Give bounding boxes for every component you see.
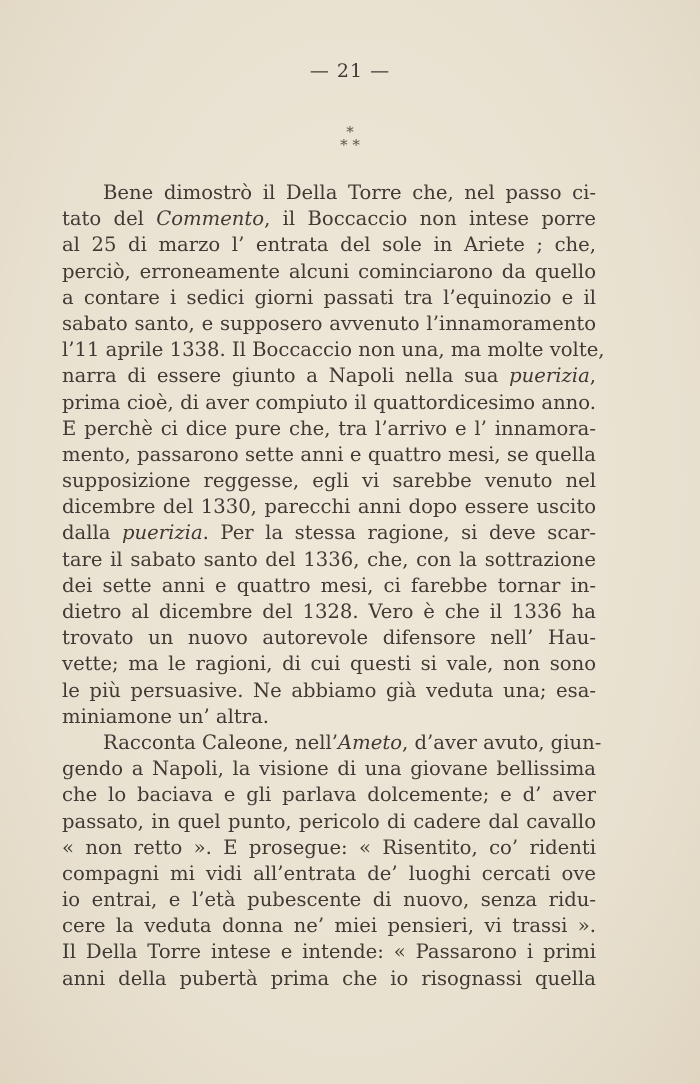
- text-segment: dei sette anni e quattro mesi, ci farebbe tornar in-: [62, 573, 596, 597]
- text-line: [62, 966, 596, 992]
- text-segment: io entrai, e l’età pubescente di nuovo, senza ridu-: [62, 888, 596, 912]
- text-segment: mento, passarono sette anni e quattro mesi, se quella: [62, 442, 596, 466]
- text-line: [62, 232, 596, 258]
- italic-segment: Commento: [156, 207, 265, 231]
- text-line: [62, 861, 596, 887]
- text-segment: narra di essere giunto a Napoli nella sua: [62, 364, 510, 388]
- asterism-top: *: [346, 123, 354, 141]
- text-segment: E perchè ci dice pure che, tra l’arrivo e l’ innamora-: [62, 416, 596, 440]
- text-segment: sabato santo, e supposero avvenuto l’innamoramento: [62, 311, 596, 335]
- text-line: [62, 259, 596, 285]
- text-line: [62, 285, 596, 311]
- text-line: [62, 180, 596, 206]
- text-segment: l’11 aprile 1338. Il Boccaccio non una, ma molte volte,: [62, 338, 605, 362]
- text-segment: « non retto ». E prosegue: « Risentito, co’ ridenti: [62, 835, 596, 859]
- text-segment: gendo a Napoli, la visione di una giovane bellissima: [62, 757, 596, 781]
- text-line: [62, 835, 596, 861]
- text-segment: vette; ma le ragioni, di cui questi si vale, non sono: [62, 652, 596, 676]
- text-line: [62, 678, 596, 704]
- text-segment: dietro al dicembre del 1328. Vero è che il 1336 ha: [62, 600, 596, 623]
- text-segment: ,: [589, 364, 596, 388]
- text-segment: , d’aver avuto, giun-: [402, 730, 602, 754]
- text-segment: al 25 di marzo l’ entrata del sole in Ariete ; che,: [62, 233, 596, 257]
- section-asterism: [0, 123, 700, 154]
- text-segment: tato del: [62, 207, 157, 231]
- text-segment: supposizione reggesse, egli vi sarebbe venuto nel: [62, 469, 596, 493]
- text-line: [62, 704, 596, 730]
- italic-segment: Ameto: [338, 730, 403, 754]
- text-segment: le più persuasive. Ne abbiamo già veduta una; esa-: [62, 678, 596, 702]
- text-segment: Bene dimostrò il Della Torre che, nel passo ci-: [103, 181, 596, 204]
- text-line: [62, 573, 596, 599]
- text-line: [62, 756, 596, 782]
- text-segment: trovato un nuovo autorevole difensore nell’ Hau-: [62, 626, 596, 650]
- text-line: [62, 625, 596, 651]
- text-line: [62, 363, 596, 389]
- asterism-bottom: * *: [340, 136, 360, 154]
- body-text: [62, 180, 605, 992]
- text-line: [62, 939, 596, 965]
- text-line: [62, 390, 596, 416]
- text-segment: . Per la stessa ragione, si deve scar-: [202, 521, 596, 545]
- text-line: [62, 913, 596, 939]
- italic-segment: puerizia: [509, 364, 590, 388]
- text-segment: compagni mi vidi all’entrata de’ luoghi cercati ove: [62, 861, 596, 885]
- text-line: [62, 442, 596, 468]
- text-line: [62, 468, 596, 494]
- text-line: [62, 782, 596, 808]
- italic-segment: puerizia: [121, 521, 203, 545]
- text-line: [62, 311, 596, 337]
- text-segment: miniamone un’ altra.: [62, 704, 270, 728]
- text-segment: dicembre del 1330, parecchi anni dopo essere uscito: [62, 495, 596, 519]
- text-line: [62, 887, 596, 913]
- text-line: [62, 520, 596, 546]
- text-line: [62, 547, 596, 573]
- text-segment: prima cioè, di aver compiuto il quattordicesimo anno.: [62, 390, 596, 414]
- text-segment: Il Della Torre intese e intende: « Passarono i primi: [62, 940, 596, 964]
- text-line: [62, 494, 596, 520]
- page-number: — 21 —: [309, 60, 391, 82]
- text-segment: tare il sabato santo del 1336, che, con la sottrazione: [62, 547, 596, 571]
- text-line: [62, 651, 596, 677]
- text-line: [62, 809, 596, 835]
- text-segment: cere la veduta donna ne’ miei pensieri, vi trassi ».: [62, 914, 596, 938]
- text-segment: Racconta Caleone, nell’: [103, 730, 339, 754]
- text-segment: , il Boccaccio non intese porre: [264, 207, 596, 231]
- text-segment: dalla: [62, 521, 122, 545]
- text-line: [62, 730, 602, 756]
- text-segment: a contare i sedici giorni passati tra l’equinozio e il: [62, 285, 596, 309]
- text-line: [62, 599, 596, 625]
- text-segment: anni della pubertà prima che io risognassi quella: [62, 966, 596, 990]
- text-segment: che lo baciava e gli parlava dolcemente; e d’ aver: [62, 783, 596, 807]
- text-segment: passato, in quel punto, pericolo di cadere dal cavallo: [62, 809, 596, 833]
- text-segment: perciò, erroneamente alcuni cominciarono da quello: [62, 259, 596, 283]
- text-line: [62, 337, 605, 363]
- text-line: [62, 416, 596, 442]
- text-line: [62, 206, 596, 232]
